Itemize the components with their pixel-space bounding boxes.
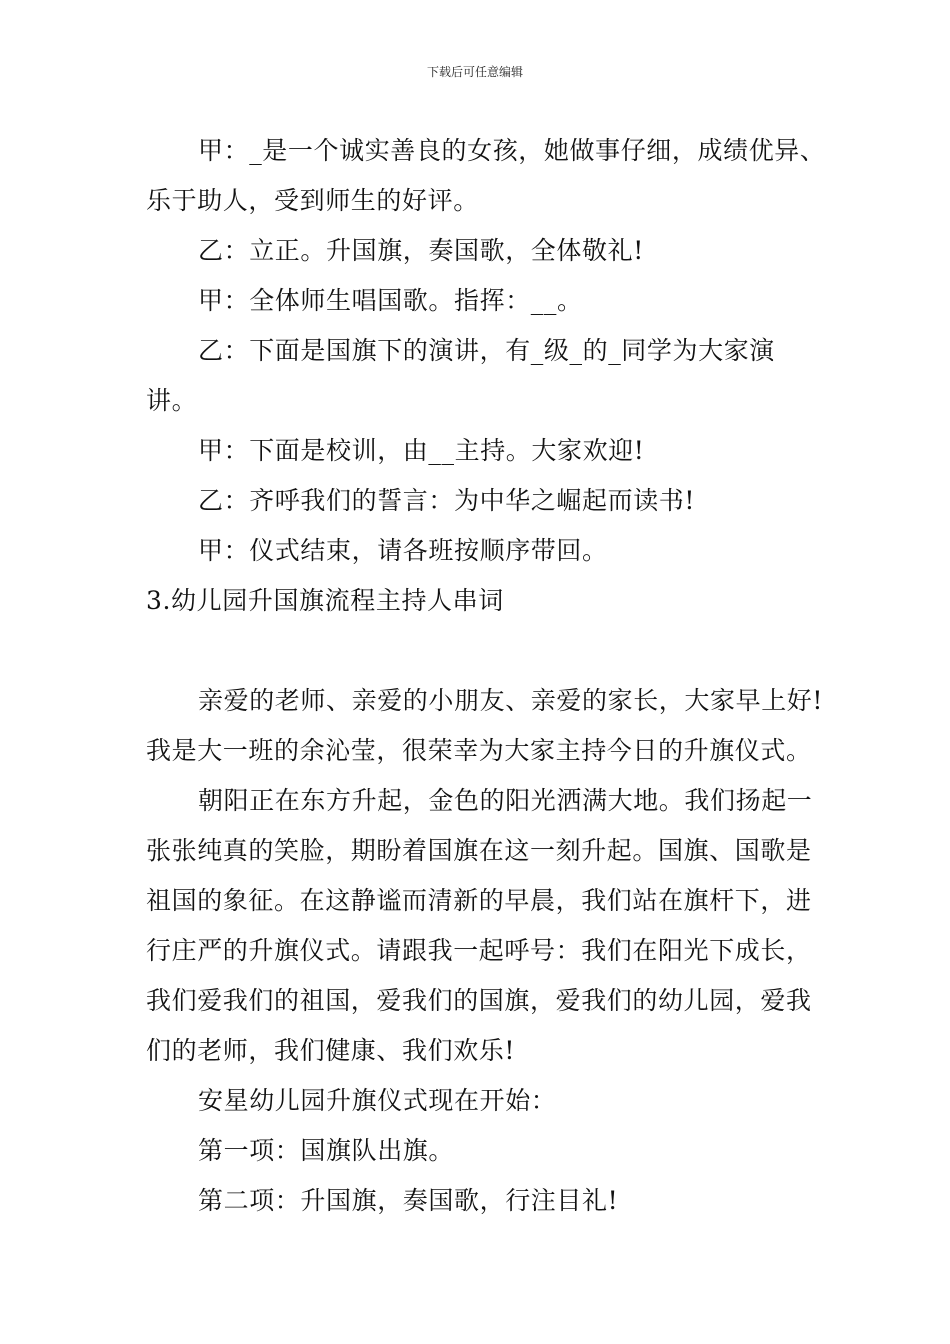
paragraph: 朝阳正在东方升起，金色的阳光洒满大地。我们扬起一张张纯真的笑脸，期盼着国旗在这一刻升起。国旗、国歌是祖国的象征。在这静谧而清新的早晨，我们站在旗杆下，进行庄严的升旗仪式。请跟我一起呼号：我们在阳光下成长，我们爱我们的祖国，爱我们的国旗，爱我们的幼儿园，爱我们的老师，我们健康、我们欢乐! — [146, 786, 813, 1065]
page-header: 下载后可任意编辑 — [426, 65, 523, 79]
paragraph: 安星幼儿园升旗仪式现在开始： — [198, 1086, 557, 1115]
paragraph: 第二项：升国旗，奏国歌，行注目礼! — [198, 1186, 619, 1215]
paragraph: 第一项：国旗队出旗。 — [198, 1136, 455, 1165]
paragraph: 甲：_是一个诚实善良的女孩，她做事仔细，成绩优异、乐于助人，受到师生的好评。 — [146, 136, 826, 215]
paragraph: 甲：下面是校训，由__主持。大家欢迎! — [198, 436, 645, 465]
blank-line — [146, 626, 826, 676]
section-heading: 3.幼儿园升国旗流程主持人串词 — [146, 586, 504, 615]
document-body — [146, 126, 826, 1226]
paragraph: 乙：下面是国旗下的演讲，有_级_的_同学为大家演讲。 — [146, 336, 775, 415]
paragraph: 亲爱的老师、亲爱的小朋友、亲爱的家长，大家早上好!我是大一班的余沁莹，很荣幸为大家主持今日的升旗仪式。 — [146, 686, 824, 765]
paragraph: 乙：立正。升国旗，奏国歌，全体敬礼! — [198, 236, 644, 265]
paragraph: 甲：全体师生唱国歌。指挥：__。 — [198, 286, 583, 315]
paragraph: 乙：齐呼我们的誓言：为中华之崛起而读书! — [198, 486, 696, 515]
paragraph: 甲：仪式结束，请各班按顺序带回。 — [198, 536, 608, 565]
